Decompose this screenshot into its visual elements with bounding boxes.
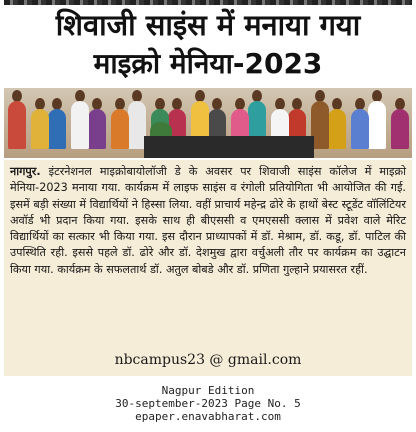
- headline-line-1: शिवाजी साइंस में मनाया गया: [55, 8, 361, 42]
- person-body: [351, 109, 369, 149]
- person-body: [88, 109, 106, 149]
- person-body: [71, 101, 89, 149]
- group-photo: [4, 88, 412, 158]
- stage-table: [144, 136, 314, 158]
- person-body: [31, 109, 49, 149]
- edition-footer: [0, 384, 416, 423]
- news-clipping: [4, 0, 412, 376]
- person-body: [328, 109, 346, 149]
- person-body: [8, 101, 26, 149]
- contact-email: nbcampus23 @ gmail.com: [114, 352, 302, 368]
- edition-name: Nagpur Edition: [161, 384, 255, 397]
- article-text: इंटरनेशनल माइक्रोबायोलॉजी डे के अवसर पर शिवाजी साइंस कॉलेज में माइक्रो मेनिया-2023 मनाया गया. कार्यक्रम में लाइफ साइंस व रंगोली प्रतियोगिता भी आयोजित की गई. इसमें बड़ी संख्या में विद्यार्थियों ने हिस्सा लिया. वहीं प्राचार्य महेन्द्र ढोरे के हाथों बेस्ट स्टूडेंट वॉलिंटियर अवॉर्ड भी प्रदान किया गया. इसके साथ ही बीएससी व एमएससी क्लास में प्रवेश वाले मेरिट विद्यार्थियों का सत्कार भी किया गया. इस दौरान प्राध्यापकों में डॉ. मेश्राम, डॉ. कडू, डॉ. पाटिल की उपस्थिति रही. इससे पहले डॉ. ढोरे और डॉ. देशमुख द्वारा वर्चुअली तौर पर कार्यक्रम का उद्घाटन किया गया. कार्यक्रम के सफलतार्थ डॉ. अतुल बोबडे और डॉ. प्रणिता गुल्हाने प्रयासरत रहीं.: [10, 165, 406, 276]
- person-body: [391, 109, 409, 149]
- article-paragraph: [4, 160, 412, 278]
- edition-date-page: 30-september-2023 Page No. 5: [115, 397, 301, 410]
- person-body: [48, 109, 66, 149]
- epaper-site: epaper.enavabharat.com: [135, 410, 281, 423]
- article-body: [4, 160, 412, 376]
- dateline: नागपुर.: [10, 165, 41, 178]
- previous-article-strip: [4, 0, 412, 5]
- person-body: [368, 101, 386, 149]
- headline-line-2: माइक्रो मेनिया-2023: [93, 47, 323, 80]
- person-body: [111, 109, 129, 149]
